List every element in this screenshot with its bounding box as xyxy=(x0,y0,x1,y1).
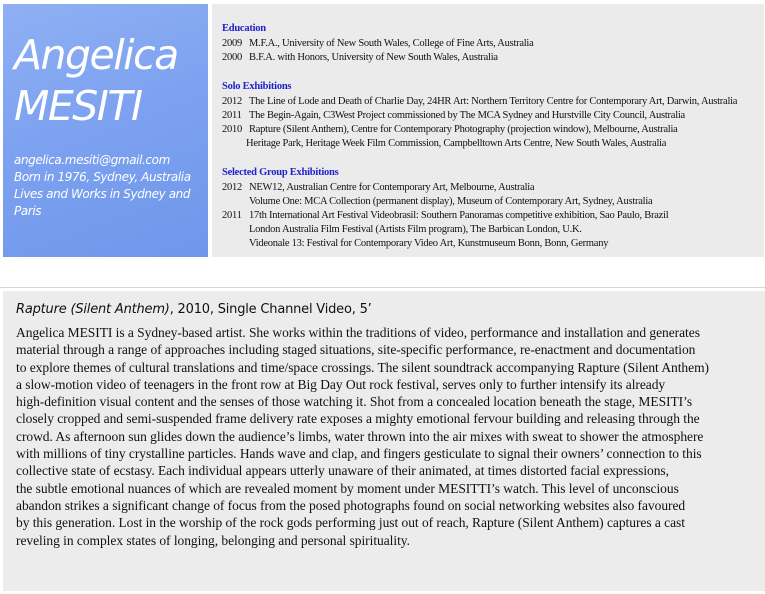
group-item-continuation xyxy=(222,237,764,251)
item-text: London Australia Film Festival (Artists Film program), The Barbican London, U.K. xyxy=(249,224,582,235)
artist-first-name: Angelica xyxy=(14,31,178,79)
description-line: closely cropped and semi-suspended frame delivery rate exposes a mighty emotional fervour building and releasing through the xyxy=(16,411,700,427)
group-item-continuation xyxy=(222,195,764,209)
item-text: The Begin-Again, C3West Project commissioned by The MCA Sydney and Hurstville City Council, Australia xyxy=(249,110,685,121)
solo-exhibitions-section xyxy=(222,80,764,151)
description-line: by this generation. Lost in the worship of the rock gods performing just out of reach, Rapture (Silent Anthem) captures a cast xyxy=(16,515,685,531)
group-item-continuation xyxy=(222,223,764,237)
education-section xyxy=(222,22,764,65)
solo-heading: Solo Exhibitions xyxy=(222,81,292,92)
item-year: 2012 xyxy=(222,182,242,193)
profile-panel xyxy=(3,4,208,257)
description-line: crowd. As afternoon sun glides down the audience’s limbs, water thrown into the air mixes with sweat to shower the atmosphere xyxy=(16,428,704,444)
work-title-line xyxy=(16,301,765,319)
description-line: a slow-motion video of teenagers in the front row at Big Day Out rock festival, serves only to further intensify its already xyxy=(16,376,666,392)
item-text: 17th International Art Festival Videobrasil: Southern Panoramas competitive exhibition, Sao Paulo, Brazil xyxy=(249,210,669,221)
item-text: Volume One: MCA Collection (permanent display), Museum of Contemporary Art, Sydney, Australia xyxy=(249,196,653,207)
work-description xyxy=(16,324,765,549)
description-line: the subtle emotional nuances of which are revealed moment by moment under MESITTI’s watch. This level of unconscious xyxy=(16,480,679,496)
birth-info: Born in 1976, Sydney, Australia xyxy=(14,170,191,184)
description-line: reveling in complex states of longing, belonging and personal spirituality. xyxy=(16,532,410,548)
education-item xyxy=(222,51,764,65)
description-line: high-definition visual content and the senses of those watching it. Shot from a concealed location beneath the stage, MESITI’s xyxy=(16,394,693,410)
item-text: Videonale 13: Festival for Contemporary Video Art, Kunstmuseum Bonn, Bonn, Germany xyxy=(249,238,609,249)
item-year: 2011 xyxy=(222,210,242,221)
item-text: The Line of Lode and Death of Charlie Day, 24HR Art: Northern Territory Centre for Contemporary Art, Darwin, Australia xyxy=(249,96,738,107)
group-item xyxy=(222,181,764,195)
work-title: Rapture (Silent Anthem) xyxy=(16,302,170,317)
residence-info: Lives and Works in Sydney and Paris xyxy=(14,187,191,218)
education-heading: Education xyxy=(222,23,266,34)
item-text: M.F.A., University of New South Wales, College of Fine Arts, Australia xyxy=(249,38,534,49)
item-text: Rapture (Silent Anthem), Centre for Contemporary Photography (projection window), Melbourne, Australia xyxy=(249,124,678,135)
group-exhibitions-section xyxy=(222,166,764,251)
description-line: abandon strikes a significant change of focus from the posed photographs found on social networking websites also favoured xyxy=(16,497,686,513)
solo-item xyxy=(222,109,764,123)
section-divider xyxy=(0,287,765,288)
solo-item xyxy=(222,123,764,137)
item-text: B.F.A. with Honors, University of New South Wales, Australia xyxy=(249,52,498,63)
cv-panel xyxy=(212,4,764,257)
solo-item xyxy=(222,95,764,109)
work-details: , 2010, Single Channel Video, 5’ xyxy=(169,302,372,317)
item-text: Heritage Park, Heritage Week Film Commission, Campbelltown Arts Centre, New South Wales, Australia xyxy=(246,138,667,149)
item-text: NEW12, Australian Centre for Contemporary Art, Melbourne, Australia xyxy=(249,182,535,193)
description-line: to explore themes of cultural translations and time/space crossings. The silent soundtrack accompanying Rapture (Silent Anthem) xyxy=(16,359,709,375)
description-line: material through a range of approaches including staged situations, site-specific performance, re-enactment and documentation xyxy=(16,342,696,358)
description-line: collective state of ecstasy. Each individual appears utterly unaware of their animated, at times distorted facial expressions, xyxy=(16,463,669,479)
education-item xyxy=(222,37,764,51)
description-line: Angelica MESITI is a Sydney-based artist. She works within the traditions of video, performance and installation and generates xyxy=(16,325,700,340)
solo-item-continuation xyxy=(222,137,764,151)
group-heading: Selected Group Exhibitions xyxy=(222,167,339,178)
item-year: 2012 xyxy=(222,96,242,107)
item-year: 2010 xyxy=(222,124,242,135)
email-link[interactable]: angelica.mesiti@gmail.com xyxy=(14,153,170,167)
artist-last-name: MESITI xyxy=(14,82,142,130)
description-line: with millions of tiny crystalline particles. Hands wave and clap, and fingers gesticulate to signal their owners’ connection to this xyxy=(16,446,702,462)
work-description-panel xyxy=(3,291,765,591)
item-year: 2000 xyxy=(222,52,242,63)
contact-info xyxy=(14,152,208,220)
item-year: 2011 xyxy=(222,110,242,121)
item-year: 2009 xyxy=(222,38,242,49)
group-item xyxy=(222,209,764,223)
